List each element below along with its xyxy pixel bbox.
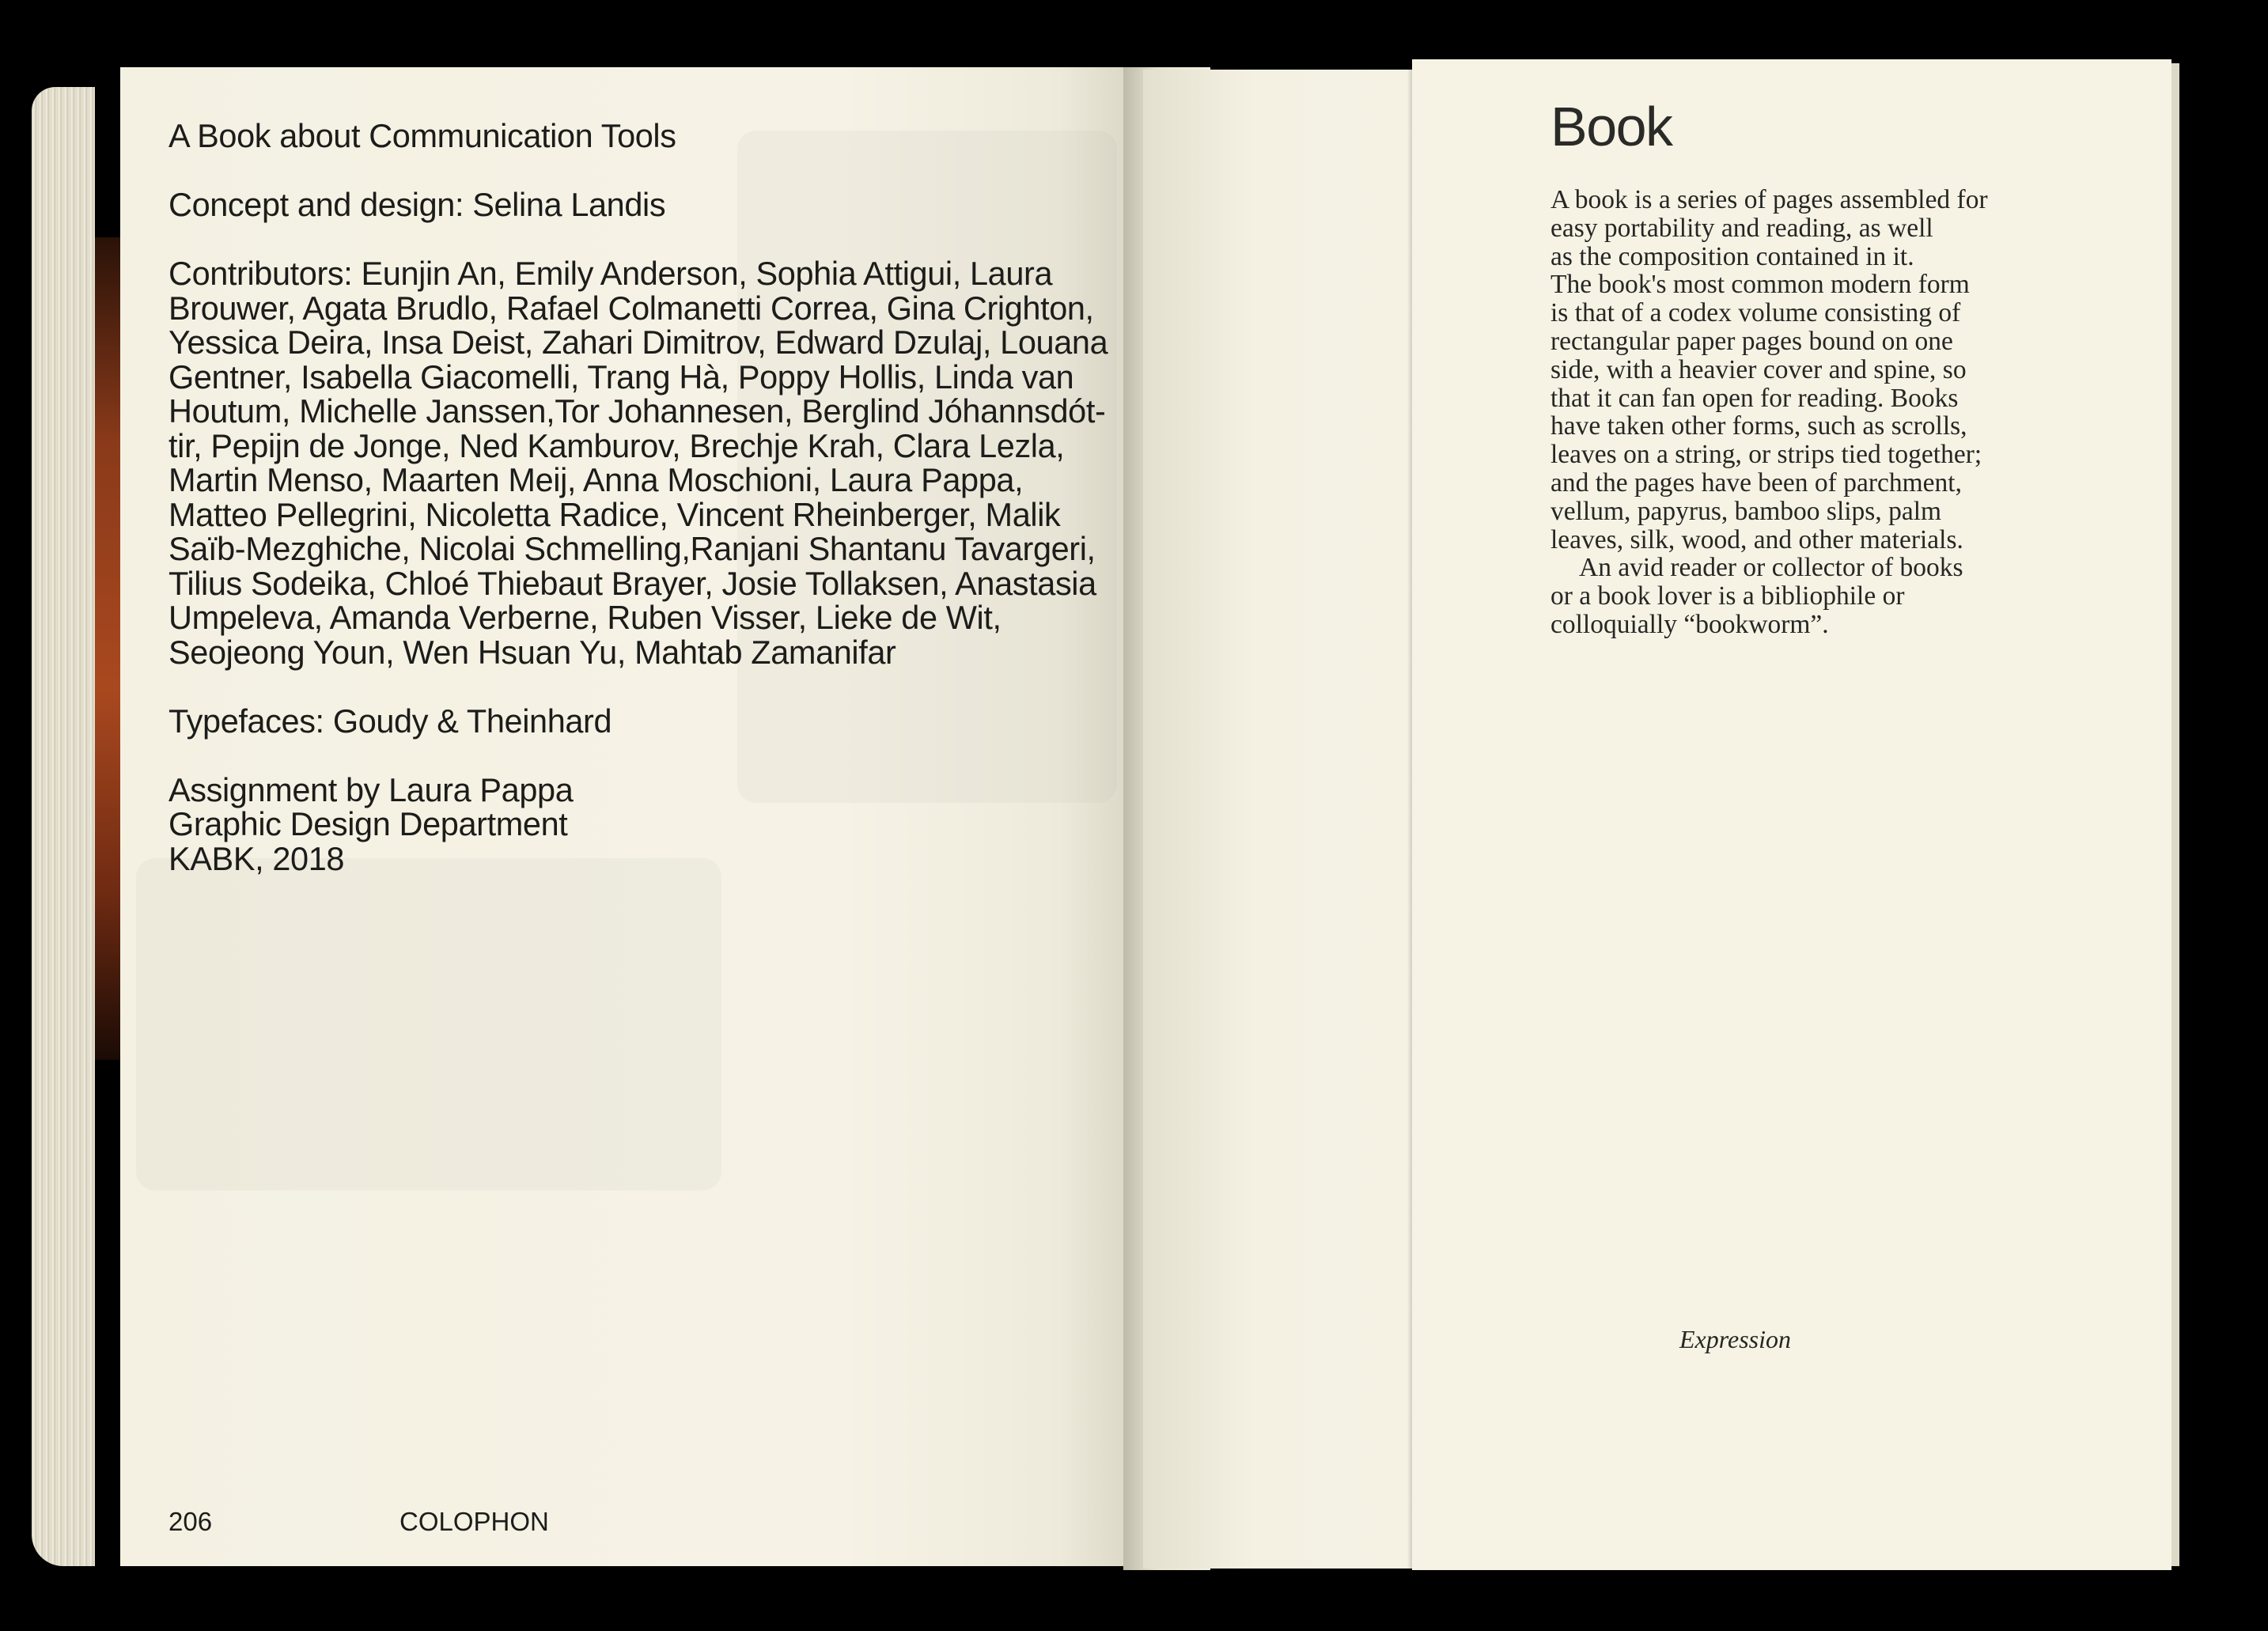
colophon-typefaces: Typefaces: Goudy & Theinhard: [168, 702, 612, 740]
running-head: COLOPHON: [399, 1507, 549, 1536]
colophon-contributors: Contributors: Eunjin An, Emily Anderson, Sophia Attigui, Laura Brouwer, Agata Brudlo, Rafael Colmanetti Correa, Gina Crighton, Yessica Deira, Insa Deist, Zahari Dimitrov, Edward Dzulaj, Louana Gentner, Isabella Giacomelli, Trang Hà, Poppy Hollis, Linda van Houtum, Michelle Janssen,Tor Johannesen, Berglind Jóhannsdót- tir, Pepijn de Jonge, Ned Kamburov, Brechje Krah, Clara Lezla, Martin Menso, Maarten Meij, Anna Moschioni, Laura Pappa, Matteo Pellegrini, Nicoletta Radice, Vincent Rheinberger, Malik Saïb-Mezghiche, Nicolai Schmelling,Ranjani Shantanu Tavargeri, Tilius Sodeika, Chloé Thiebaut Brayer, Josie Tollaksen, Anastasia Umpeleva, Amanda Verberne, Ruben Visser, Lieke de Wit, Seojeong Youn, Wen Hsuan Yu, Mahtab Zamanifar: [168, 255, 1108, 671]
colophon-assignment: Assignment by Laura Pappa Graphic Design Department KABK, 2018: [168, 770, 574, 877]
page-number: 206: [168, 1507, 213, 1536]
entry-title: Book: [1550, 96, 1672, 157]
colophon-concept: Concept and design: Selina Landis: [168, 186, 666, 223]
entry-body: [1550, 186, 2025, 639]
image-strip: [95, 237, 122, 1060]
entry-paragraph-2: An avid reader or collector of books or a book lover is a bibliophile or colloquially “bookworm”.: [1550, 553, 1963, 639]
section-label: Expression: [1679, 1325, 1792, 1353]
entry-paragraph-1: A book is a series of pages assembled for easy portability and reading, as well as the composition contained in it. The book's most common modern form is that of a codex volume consisting of rectangular paper pages bound on one side, with a heavier cover and spine, so that it can fan open for reading. Books have taken other forms, such as scrolls, leaves on a string, or strips tied together; and the pages have been of parchment, vellum, papyrus, bamboo slips, palm leaves, silk, wood, and other materials.: [1550, 185, 1988, 554]
page-edges: [32, 87, 95, 1566]
colophon-text: [168, 119, 1130, 910]
right-page-edge: [2171, 63, 2179, 1566]
colophon-book-title: A Book about Communication Tools: [168, 117, 676, 154]
flyleaf: [1143, 70, 1420, 1569]
